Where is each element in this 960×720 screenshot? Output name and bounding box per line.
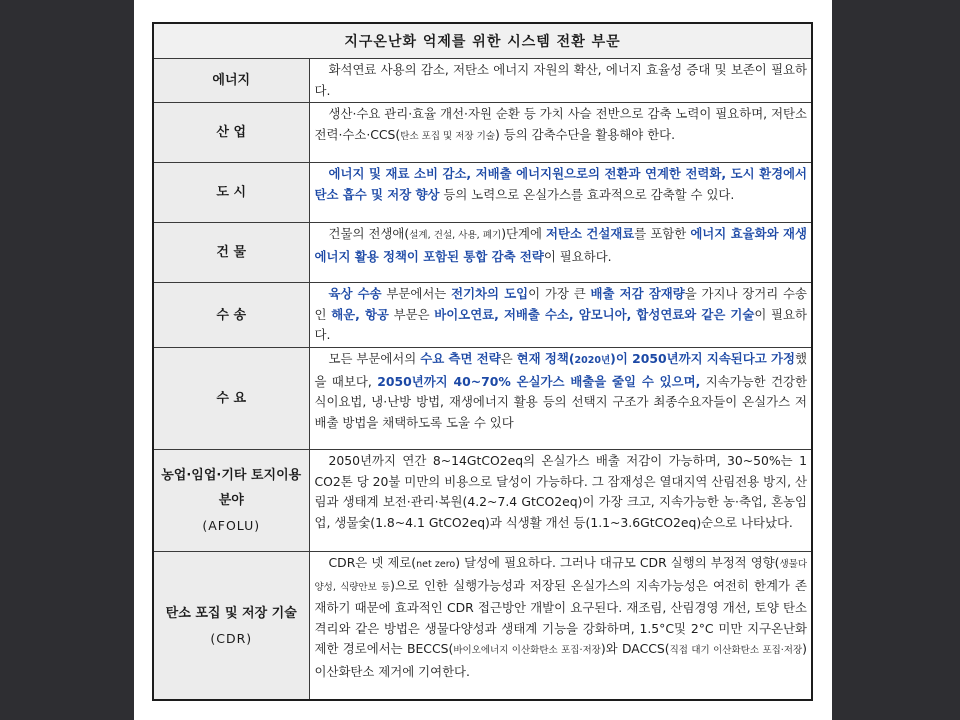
category-label: 에너지	[212, 73, 251, 89]
table-row	[153, 103, 812, 163]
description-text	[315, 451, 808, 533]
body-text: CDR은 넷 제로(	[328, 554, 417, 570]
table-row	[153, 347, 812, 449]
description-text	[315, 284, 808, 346]
body-text: )단계에	[501, 226, 547, 242]
highlighted-text: )이 2050년까지 지속된다고 가정	[610, 350, 795, 366]
table-body	[153, 59, 812, 701]
highlighted-text: 전기차의 도입	[451, 286, 529, 302]
highlighted-text: 수요 측면 전략	[420, 350, 501, 366]
highlighted-text: 저탄소 건설재료	[546, 226, 635, 242]
body-text: 이 가장 큰	[528, 286, 591, 302]
description-cell	[309, 347, 812, 449]
body-text: 등의 노력으로 온실가스를 효과적으로 감축할 수 있다.	[439, 186, 735, 202]
category-label: 건 물	[216, 245, 247, 261]
table-row	[153, 551, 812, 700]
category-label: 산 업	[216, 125, 247, 141]
body-text: 를 포함한	[634, 226, 691, 242]
highlighted-text: 해운, 항공	[331, 306, 389, 322]
description-cell	[309, 283, 812, 348]
body-text: 부문에서는	[381, 286, 452, 302]
table-row	[153, 223, 812, 283]
description-cell	[309, 551, 812, 700]
description-text	[315, 164, 808, 205]
highlighted-text: 배출 저감 잠재량	[590, 286, 685, 302]
description-text	[315, 104, 808, 147]
category-label: 농업·임업·기타 토지이용 분야	[161, 467, 302, 508]
category-cell	[153, 59, 309, 103]
small-note-text: 설계, 건설, 사용, 폐기	[409, 230, 502, 242]
body-text: ) 달성에 필요하다. 그러나 대규모 CDR 실행의 부정적 영향(	[455, 554, 780, 570]
description-cell	[309, 223, 812, 283]
table-row	[153, 163, 812, 223]
body-text: 이 필요하다.	[543, 248, 612, 264]
table-row	[153, 449, 812, 551]
category-cell	[153, 347, 309, 449]
small-note-text: net zero	[416, 558, 456, 570]
body-text: 생산·수요 관리·효율 개선·자원 순환 등 가치 사슬 전반으로 감축 노력이 필요하며, 저탄소전력·수소·CCS(	[314, 106, 807, 142]
description-text	[315, 224, 808, 267]
category-cell	[153, 283, 309, 348]
system-transition-table	[152, 22, 813, 701]
body-text: 했을 때보다,	[314, 350, 807, 389]
body-text: 2050년까지 연간 8~14GtCO2eq의 온실가스 배출 저감이 가능하며, 30~50%는 1 CO2톤 당 20불 미만의 비용으로 달성이 가능하다. 그 잠재성은 열대지역 산림전용 방지, 산림과 생태계 보전·관리·복원(4.2~7.4 GtCO2eq)이 가장 크고, 지속가능한 농·축업, 혼농임업, 생물숯(1.8~4.1 GtCO2eq)과 식생활 개선 등(1.1~3.6GtCO2eq)순으로 나타났다.	[314, 452, 807, 530]
description-cell	[309, 449, 812, 551]
table-row	[153, 59, 812, 103]
small-note-text: 탄소 포집 및 저장 기술	[400, 130, 495, 142]
body-text: 화석연료 사용의 감소, 저탄소 에너지 자원의 확산, 에너지 효율성 증대 및 보존이 필요하다.	[314, 62, 807, 98]
body-text: )이산화탄소 제거에 기여한다.	[314, 641, 808, 679]
description-cell	[309, 103, 812, 163]
description-text	[315, 349, 808, 433]
category-sublabel: (CDR)	[210, 630, 253, 646]
body-text: )와 DACCS(	[600, 641, 670, 657]
category-label: 탄소 포집 및 저장 기술	[165, 605, 297, 621]
small-note-text: 바이오에너지 이산화탄소 포집·저장	[453, 645, 601, 657]
body-text: 이 필요하다.	[314, 306, 807, 343]
category-sublabel: (AFOLU)	[202, 517, 261, 533]
category-cell	[153, 551, 309, 700]
category-label: 도 시	[216, 185, 247, 201]
body-text: )으로 인한 실행가능성과 저장된 온실가스의 지속가능성은 여전히 한계가 존재하기 때문에 효과적인 CDR 접근방안 개발이 요구된다. 재조림, 산림경영 개선, 토양 탄소 격리와 같은 방법은 생물다양성과 생태계 기능을 강화하며, 1.5°C및 2°C 미만 지구온난화 제한 경로에서는 BECCS(	[314, 577, 807, 657]
small-note-text: 생물다양성, 식량안보 등	[314, 558, 808, 593]
table-title: 지구온난화 억제를 위한 시스템 전환 부문	[153, 23, 812, 59]
category-cell	[153, 449, 309, 551]
category-cell	[153, 223, 309, 283]
highlighted-text: 에너지 및 재료 소비 감소, 저배출 에너지원으로의 전환과 연계한 전력화, 도시 환경에서 탄소 흡수 및 저장 향상	[314, 166, 807, 202]
description-text	[315, 553, 808, 683]
description-cell	[309, 59, 812, 103]
document-page	[134, 0, 832, 720]
body-text: 모든 부문에서의	[328, 350, 421, 366]
category-cell	[153, 103, 309, 163]
body-text: ) 등의 감축수단을 활용해야 한다.	[494, 126, 676, 142]
body-text: 건물의 전생애(	[328, 226, 410, 242]
description-text	[315, 60, 808, 101]
description-cell	[309, 163, 812, 223]
category-cell	[153, 163, 309, 223]
highlighted-text: 에너지 효율화와 재생에너지 활용 정책이 포함된 통합 감축 전략	[314, 226, 807, 264]
highlighted-text: 육상 수송	[328, 286, 382, 302]
category-label: 수 송	[216, 307, 247, 323]
highlighted-text: 현재 정책(	[516, 350, 575, 366]
body-text: 은	[500, 350, 517, 366]
highlighted-text: 바이오연료, 저배출 수소, 암모니아, 합성연료와 같은 기술	[434, 306, 755, 322]
category-label: 수 요	[216, 390, 247, 406]
small-note-text: 직접 대기 이산화탄소 포집·저장	[669, 645, 803, 657]
body-text: 지속가능한 건강한 식이요법, 냉·난방 방법, 재생에너지 활용 등의 선택지 구조가 최종수요자들이 온실가스 저배출 방법을 채택하도록 도울 수 있다	[314, 373, 807, 430]
body-text: 을 가지나 장거리 수송인	[314, 286, 807, 322]
table-row	[153, 283, 812, 348]
highlighted-text: 2050년까지 40~70% 온실가스 배출을 줄일 수 있으며,	[377, 373, 701, 389]
body-text: 부문은	[388, 306, 435, 322]
highlighted-text: 2020년	[574, 354, 611, 366]
